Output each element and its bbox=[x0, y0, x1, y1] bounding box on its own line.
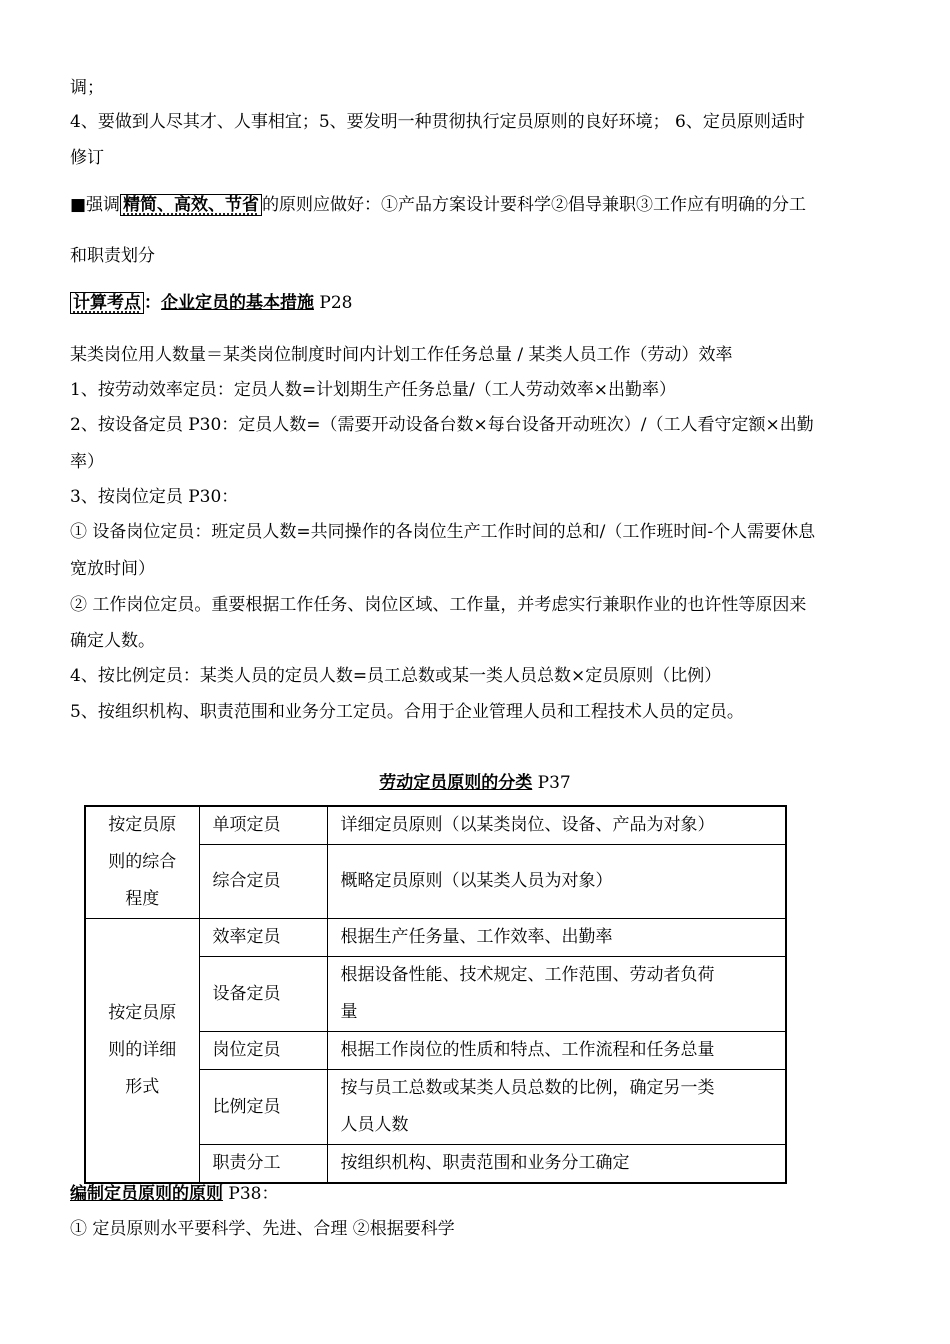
heading-colon: ： bbox=[144, 293, 161, 313]
list-item-continued: 率） bbox=[70, 452, 104, 472]
type-cell: 综合定员 bbox=[199, 845, 327, 919]
desc-line: 按与员工总数或某类人员总数的比例，确定另一类 bbox=[340, 1078, 715, 1098]
group-line: 程度 bbox=[125, 889, 160, 909]
desc-line: 根据设备性能、技术规定、工作范围、劳动者负荷 bbox=[340, 965, 715, 985]
type-cell: 效率定员 bbox=[199, 919, 327, 957]
desc-cell bbox=[327, 919, 786, 957]
heading-title: 企业定员的基本措施 bbox=[161, 293, 314, 313]
desc-line: 人员人数 bbox=[340, 1115, 409, 1135]
exam-point-tag: 计算考点 bbox=[70, 292, 144, 314]
heading-page-ref: P38： bbox=[223, 1184, 279, 1204]
group-line: 则的详细 bbox=[108, 1040, 177, 1060]
heading-page-ref: P28 bbox=[319, 293, 353, 313]
desc-line: 详细定员原则（以某类岗位、设备、产品为对象） bbox=[340, 815, 715, 835]
heading-title: 编制定员原则的原则 bbox=[70, 1184, 223, 1204]
list-item: 1、按劳动效率定员：定员人数=计划期生产任务总量/（工人劳动效率×出勤率） bbox=[70, 380, 677, 400]
list-item: 5、按组织机构、职责范围和业务分工定员。合用于企业管理人员和工程技术人员的定员。 bbox=[70, 702, 744, 722]
emphasis-prefix: ■强调 bbox=[70, 195, 121, 215]
desc-cell bbox=[327, 1032, 786, 1070]
list-item: 3、按岗位定员 P30： bbox=[70, 487, 239, 507]
desc-line: 根据生产任务量、工作效率、出勤率 bbox=[340, 927, 613, 947]
group-line: 形式 bbox=[125, 1077, 160, 1097]
table-row bbox=[85, 919, 786, 957]
list-item: ① 定员原则水平要科学、先进、合理 ②根据要科学 bbox=[70, 1219, 455, 1239]
table-caption-page: P37 bbox=[537, 773, 571, 793]
sub-list-item: ① 设备岗位定员：班定员人数=共同操作的各岗位生产工作时间的总和/（工作班时间-个人需要休息 bbox=[70, 522, 816, 542]
emphasis-paragraph bbox=[70, 195, 806, 215]
desc-cell bbox=[327, 1145, 786, 1184]
desc-line: 概略定员原则（以某类人员为对象） bbox=[340, 871, 613, 891]
desc-cell bbox=[327, 845, 786, 919]
group-cell bbox=[85, 806, 199, 919]
desc-line: 根据工作岗位的性质和特点、工作流程和任务总量 bbox=[340, 1040, 715, 1060]
list-item: 2、按设备定员 P30：定员人数=（需要开动设备台数×每台设备开动班次）/（工人看守定额×出勤 bbox=[70, 415, 814, 435]
paragraph: 和职责划分 bbox=[70, 246, 155, 266]
type-cell: 比例定员 bbox=[199, 1070, 327, 1145]
group-line: 则的综合 bbox=[108, 852, 177, 872]
sub-list-item-continued: 确定人数。 bbox=[70, 631, 155, 651]
section-heading bbox=[70, 1184, 278, 1204]
desc-cell bbox=[327, 1070, 786, 1145]
type-cell: 岗位定员 bbox=[199, 1032, 327, 1070]
desc-cell bbox=[327, 957, 786, 1032]
list-item: 4、按比例定员：某类人员的定员人数=员工总数或某一类人员总数×定员原则（比例） bbox=[70, 666, 722, 686]
paragraph: 修订 bbox=[70, 148, 104, 168]
classification-table bbox=[84, 805, 787, 1184]
emphasis-rest: 的原则应做好：①产品方案设计要科学②倡导兼职③工作应有明确的分工 bbox=[262, 195, 807, 215]
sub-list-item: ② 工作岗位定员。重要根据工作任务、岗位区域、工作量，并考虑实行兼职作业的也许性等原因来 bbox=[70, 595, 807, 615]
type-cell: 职责分工 bbox=[199, 1145, 327, 1184]
emphasis-keywords: 精简、高效、节省 bbox=[120, 194, 262, 216]
type-cell: 单项定员 bbox=[199, 806, 327, 845]
table-caption-title: 劳动定员原则的分类 bbox=[379, 773, 533, 793]
paragraph: 调； bbox=[70, 78, 104, 98]
desc-cell bbox=[327, 806, 786, 845]
table-caption bbox=[0, 773, 950, 793]
type-cell: 设备定员 bbox=[199, 957, 327, 1032]
section-heading bbox=[70, 293, 352, 313]
group-line: 按定员原 bbox=[108, 1003, 177, 1023]
formula-line: 某类岗位用人数量＝某类岗位制度时间内计划工作任务总量 / 某类人员工作（劳动）效率 bbox=[70, 345, 733, 365]
table-row bbox=[85, 806, 786, 845]
sub-list-item-continued: 宽放时间） bbox=[70, 559, 155, 579]
paragraph: 4、要做到人尽其才、人事相宜；5、要发明一种贯彻执行定员原则的良好环境； 6、定员原则适时 bbox=[70, 112, 805, 132]
group-cell bbox=[85, 919, 199, 1184]
desc-line: 量 bbox=[340, 1002, 358, 1022]
group-line: 按定员原 bbox=[108, 815, 177, 835]
table-left-border-extension bbox=[84, 1160, 86, 1178]
desc-line: 按组织机构、职责范围和业务分工确定 bbox=[340, 1153, 630, 1173]
